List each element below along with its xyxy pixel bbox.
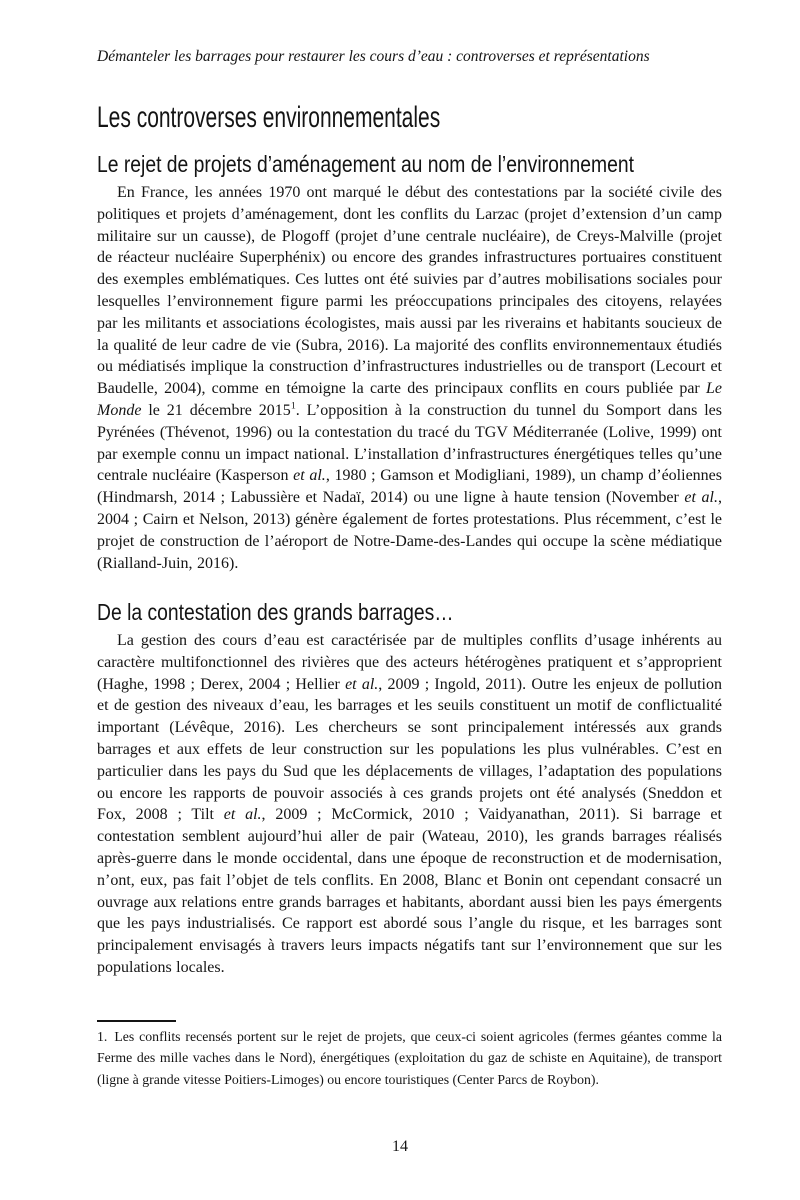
page-number: 14 [392, 1138, 408, 1155]
paragraph-2: La gestion des cours d’eau est caractérisée par de multiples conflits d’usage inhérents au caractère multifonctionnel des rivières que des acteurs hétérogènes pratiquent et s’approprient (Haghe, 1998 ; Derex, 2004 ; Hellier et al., 2009 ; Ingold, 2011). Outre les enjeux de pollution et de gestion des niveaux d’eau, les barrages et les seuils constituent un motif de conflictualité important (Lévêque, 2016). Les chercheurs se sont principalement intéressés aux grands barrages et aux effets de leur construction sur les populations les plus vulnérables. C’est en particulier dans les pays du Sud que les déplacements de villages, l’adaptation des populations ou encore les rapports de pouvoir associés à ces grands projets ont été analysés (Sneddon et Fox, 2008 ; Tilt et al., 2009 ; McCormick, 2010 ; Vaidyanathan, 2011). Si barrage et contestation semblent aujourd’hui aller de pair (Wateau, 2010), les grands barrages réalisés après-guerre dans le monde occidental, dans une époque de reconstruction et de modernisation, n’ont, eux, pas fait l’objet de tels conflits. En 2008, Blanc et Bonin ont cependant consacré un ouvrage aux relations entre grands barrages et habitants, abordant aussi bien les pays émergents que les pays industrialisés. Ce rapport est abordé sous l’angle du risque, et les barrages sont principalement envisagés à travers leurs impacts négatifs tant sur l’environnement que sur les populations locales. [97, 632, 722, 976]
page-title: Les controverses environnementales [97, 101, 441, 134]
footnote-separator [97, 1020, 176, 1022]
paragraph-1: En France, les années 1970 ont marqué le début des contestations par la société civile des politiques et projets d’aménagement, dont les conflits du Larzac (projet d’extension d’un camp militaire sur un causse), de Plogoff (projet d’une centrale nucléaire), de Creys-Malville (projet de réacteur nucléaire Superphénix) ou encore des grandes infrastructures portuaires constituent des exemples emblématiques. Ces luttes ont été suivies par d’autres mobilisations sociales pour lesquelles l’environnement figure parmi les préoccupations principales des citoyens, relayées par les militants et associations écologistes, mais aussi par les riverains et habitants soucieux de la qualité de leur cadre de vie (Subra, 2016). La majorité des conflits environnementaux étudiés ou médiatisés implique la construction d’infrastructures industrielles ou de transport (Lecourt et Baudelle, 2004), comme en témoigne la carte des principaux conflits en cours publiée par Le Monde le 21 décembre 2015$^1$. L’opposition à la construction du tunnel du Somport dans les Pyrénées (Thévenot, 1996) ou la contestation du tracé du TGV Méditerranée (Lolive, 1999) ont par exemple connu un impact national. L’installation d’infrastructures énergétiques telles qu’une centrale nucléaire (Kasperson et al., 1980 ; Gamson et Modigliani, 1989), un champ d’éoliennes (Hindmarsh, 2014 ; Labussière et Nadaï, 2014) ou une ligne à haute tension (November et al., 2004 ; Cairn et Nelson, 2013) génère également de fortes protestations. Plus récemment, c’est le projet de construction de l’aéroport de Notre-Dame-des-Landes qui occupe la scène médiatique (Rialland-Juin, 2016). [97, 184, 723, 572]
footnote-text: Les conflits recensés portent sur le rejet de projets, que ceux-ci soient agricoles (fermes géantes comme la Ferme des mille vaches dans le Nord), énergétiques (exploitation du gaz de schiste en Aquitaine), de transport (ligne à grande vitesse Poitiers-Limoges) ou encore touristiques (Center Parcs de Roybon). [97, 1029, 722, 1087]
footnote-marker: 1. [97, 1029, 108, 1044]
footnote [97, 1026, 722, 1090]
section-heading-2: De la contestation des grands barrages… [97, 599, 454, 625]
running-head: Démanteler les barrages pour restaurer les cours d’eau : controverses et représentations [97, 48, 650, 65]
section-heading-1: Le rejet de projets d’aménagement au nom de l’environnement [97, 151, 635, 177]
